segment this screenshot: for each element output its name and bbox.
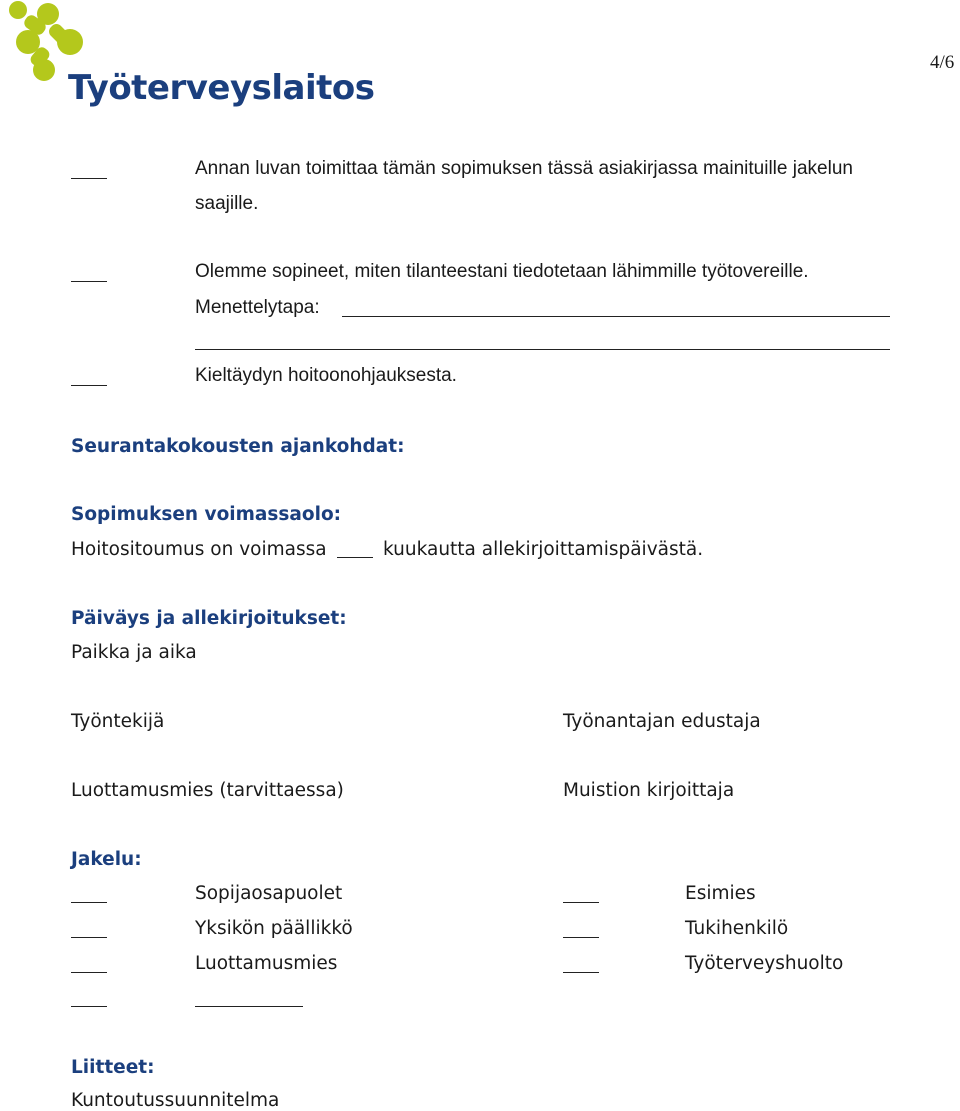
checkbox-line-consent-distribution[interactable] — [71, 178, 107, 179]
checkbox-line-dist-right-1[interactable] — [563, 937, 599, 938]
validity-text-after: kuukautta allekirjoittamispäivästä. — [383, 539, 704, 560]
consent-inform-coworkers: Olemme sopineet, miten tilanteestani tiedotetaan lähimmille työtovereille. — [195, 261, 809, 282]
followup-heading: Seurantakokousten ajankohdat: — [71, 436, 405, 457]
validity-months-input[interactable] — [337, 557, 373, 558]
method-label: Menettelytapa: — [195, 297, 320, 318]
employer-rep-signature-label: Työnantajan edustaja — [563, 711, 761, 732]
page-number: 4/6 — [930, 52, 955, 73]
distribution-heading: Jakelu: — [71, 849, 142, 870]
checkbox-line-inform-coworkers[interactable] — [71, 281, 107, 282]
minute-taker-signature-label: Muistion kirjoittaja — [563, 780, 735, 801]
shop-steward-signature-label: Luottamusmies (tarvittaessa) — [71, 780, 344, 801]
validity-heading: Sopimuksen voimassaolo: — [71, 504, 342, 525]
logo-text: Työterveyslaitos — [68, 68, 375, 108]
checkbox-line-dist-right-2[interactable] — [563, 972, 599, 973]
attachments-heading: Liitteet: — [71, 1057, 155, 1078]
distribution-item-left: Luottamusmies — [195, 953, 338, 974]
method-input-line2[interactable] — [195, 349, 890, 350]
attachment-item: Kuntoutussuunnitelma — [71, 1090, 280, 1111]
checkbox-line-dist-left-2[interactable] — [71, 972, 107, 973]
checkbox-line-refuse-treatment[interactable] — [71, 385, 107, 386]
distribution-item-right: Tukihenkilö — [685, 918, 789, 939]
checkbox-line-dist-right-0[interactable] — [563, 902, 599, 903]
distribution-other-input[interactable] — [195, 1006, 303, 1007]
validity-text-before: Hoitositoumus on voimassa — [71, 539, 327, 560]
consent-distribution-line2: saajille. — [195, 193, 259, 214]
consent-distribution-line1: Annan luvan toimittaa tämän sopimuksen tässä asiakirjassa mainituille jakelun — [195, 158, 853, 179]
distribution-item-left: Sopijaosapuolet — [195, 883, 343, 904]
signatures-heading: Päiväys ja allekirjoitukset: — [71, 608, 347, 629]
checkbox-line-dist-left-0[interactable] — [71, 902, 107, 903]
method-input-line1[interactable] — [342, 316, 890, 317]
place-time-label: Paikka ja aika — [71, 642, 197, 663]
refuse-treatment-text: Kieltäydyn hoitoonohjauksesta. — [195, 365, 457, 386]
distribution-item-left: Yksikön päällikkö — [195, 918, 353, 939]
checkbox-line-dist-other[interactable] — [71, 1006, 107, 1007]
employee-signature-label: Työntekijä — [71, 711, 165, 732]
checkbox-line-dist-left-1[interactable] — [71, 937, 107, 938]
distribution-item-right: Työterveyshuolto — [685, 953, 844, 974]
distribution-item-right: Esimies — [685, 883, 756, 904]
